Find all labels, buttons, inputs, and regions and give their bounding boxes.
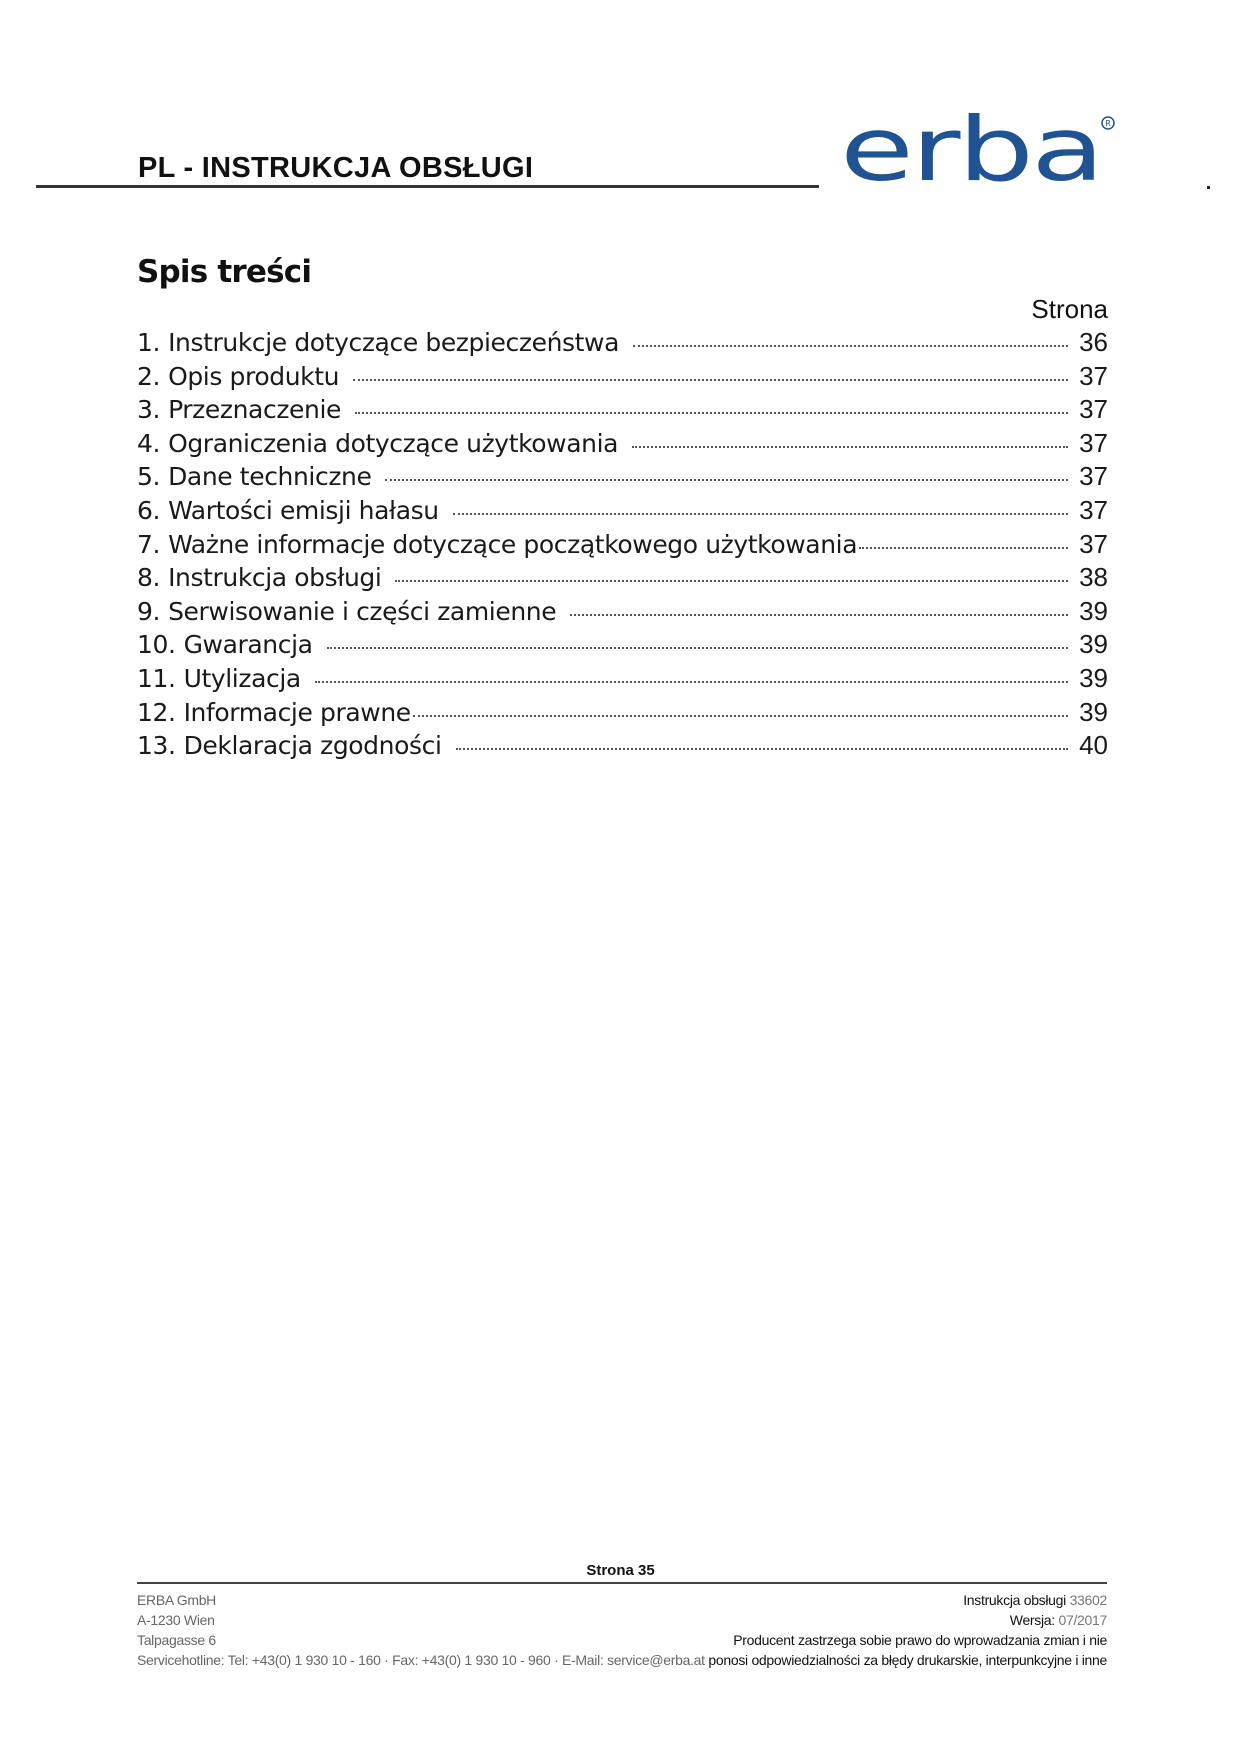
toc-item-page: 40 [1079,730,1108,761]
toc-item-usage-limits[interactable] [137,428,1108,462]
manual-label: Instrukcja obsługi [963,1592,1066,1608]
toc-item-number: 5. [137,462,161,492]
toc-item-number: 13. [137,731,176,761]
toc-item-page: 37 [1079,360,1108,391]
toc-item-initial-use[interactable] [137,529,1108,563]
toc-item-number: 1. [137,328,161,357]
dot-leader [859,547,1068,549]
toc-item-label: Dane techniczne [168,462,372,492]
toc-item-technical-data[interactable] [137,461,1108,495]
footer-divider [137,1582,1107,1584]
toc-item-page: 39 [1079,629,1108,660]
toc-item-page: 37 [1079,494,1108,525]
logo-wordmark: erba [840,112,1102,192]
toc-item-page: 37 [1079,528,1108,559]
company-name: ERBA GmbH [137,1592,216,1608]
dot-leader [453,513,1068,515]
toc-page-column-label: Strona [1031,294,1108,324]
toc-item-number: 2. [137,361,161,391]
service-hotline: Servicehotline: Tel: +43(0) 1 930 10 - 160 · Fax: +43(0) 1 930 10 - 960 · E-Mail: service@erba.at [137,1652,705,1668]
toc-item-label: Wartości emisji hałasu [168,495,439,525]
toc-item-number: 4. [137,428,161,458]
dot-leader [355,412,1068,414]
toc-item-label: Przeznaczenie [168,395,341,425]
toc-item-legal-information[interactable] [137,697,1108,731]
toc-item-product-description[interactable] [137,361,1108,395]
dot-leader [456,748,1068,750]
toc-list [137,327,1108,764]
document-section-title: PL - INSTRUKCJA OBSŁUGI [138,152,534,184]
toc-item-label: Instrukcje dotyczące bezpieczeństwa [168,328,620,357]
toc-item-label: Opis produktu [168,361,340,391]
toc-item-page: 39 [1079,662,1108,693]
company-street: Talpagasse 6 [137,1632,216,1648]
manual-reference [708,1590,1107,1610]
toc-item-number: 10. [137,630,176,660]
header-divider [36,185,819,188]
toc-item-label: Instrukcja obsługi [168,563,382,593]
erba-logo [840,112,1120,192]
toc-item-label: Informacje prawne [183,697,411,727]
toc-item-disposal[interactable] [137,663,1108,697]
toc-item-page: 38 [1079,562,1108,593]
toc-item-operating-instructions[interactable] [137,562,1108,596]
dot-leader [632,446,1068,448]
dot-leader [327,647,1068,649]
disclaimer-line-1: Producent zastrzega sobie prawo do wprowadzania zmian i nie [733,1632,1107,1648]
svg-text:R: R [1105,119,1111,128]
toc-item-label: Utylizacja [183,663,301,693]
toc-item-number: 11. [137,663,176,693]
toc-item-service-spare-parts[interactable] [137,596,1108,630]
dot-leader [353,379,1068,381]
toc-item-label: Ograniczenia dotyczące użytkowania [168,428,619,458]
toc-item-declaration-of-conformity[interactable] [137,730,1108,764]
toc-item-page: 36 [1079,327,1108,357]
dot-leader [395,580,1068,582]
toc-item-label: Gwarancja [183,630,313,660]
toc-item-label: Serwisowanie i części zamienne [168,596,557,626]
toc-item-page: 37 [1079,461,1108,492]
dot-leader [570,614,1068,616]
dot-leader [413,715,1068,717]
version-reference [708,1610,1107,1630]
toc-item-number: 7. [137,529,161,559]
toc-item-safety[interactable] [137,327,1108,361]
toc-item-number: 12. [137,697,176,727]
version-value: 07/2017 [1058,1612,1107,1628]
dot-leader [633,345,1068,347]
toc-item-warranty[interactable] [137,629,1108,663]
toc-item-number: 3. [137,395,161,425]
toc-item-intended-use[interactable] [137,394,1108,428]
toc-heading: Spis treści [137,254,312,290]
version-label: Wersja: [1009,1612,1055,1628]
disclaimer-line-2: ponosi odpowiedzialności za błędy drukarskie, interpunkcyjne i inne [708,1652,1107,1668]
document-info-block [708,1590,1107,1670]
page-number: Strona 35 [586,1562,655,1579]
toc-item-number: 9. [137,596,161,626]
toc-item-page: 39 [1079,696,1108,727]
company-address-block [137,1590,705,1670]
toc-item-number: 8. [137,563,161,593]
toc-item-label: Ważne informacje dotyczące początkowego użytkowania [168,529,858,559]
toc-item-page: 37 [1079,427,1108,458]
toc-item-label: Deklaracja zgodności [183,731,442,761]
dot-leader [315,681,1068,683]
dot-leader [385,479,1068,481]
scan-artifact [1207,186,1210,189]
toc-item-page: 37 [1079,394,1108,425]
manual-number: 33602 [1069,1592,1107,1608]
toc-item-number: 6. [137,495,161,525]
toc-item-page: 39 [1079,595,1108,626]
company-city: A-1230 Wien [137,1612,215,1628]
toc-item-noise-emission[interactable] [137,495,1108,529]
